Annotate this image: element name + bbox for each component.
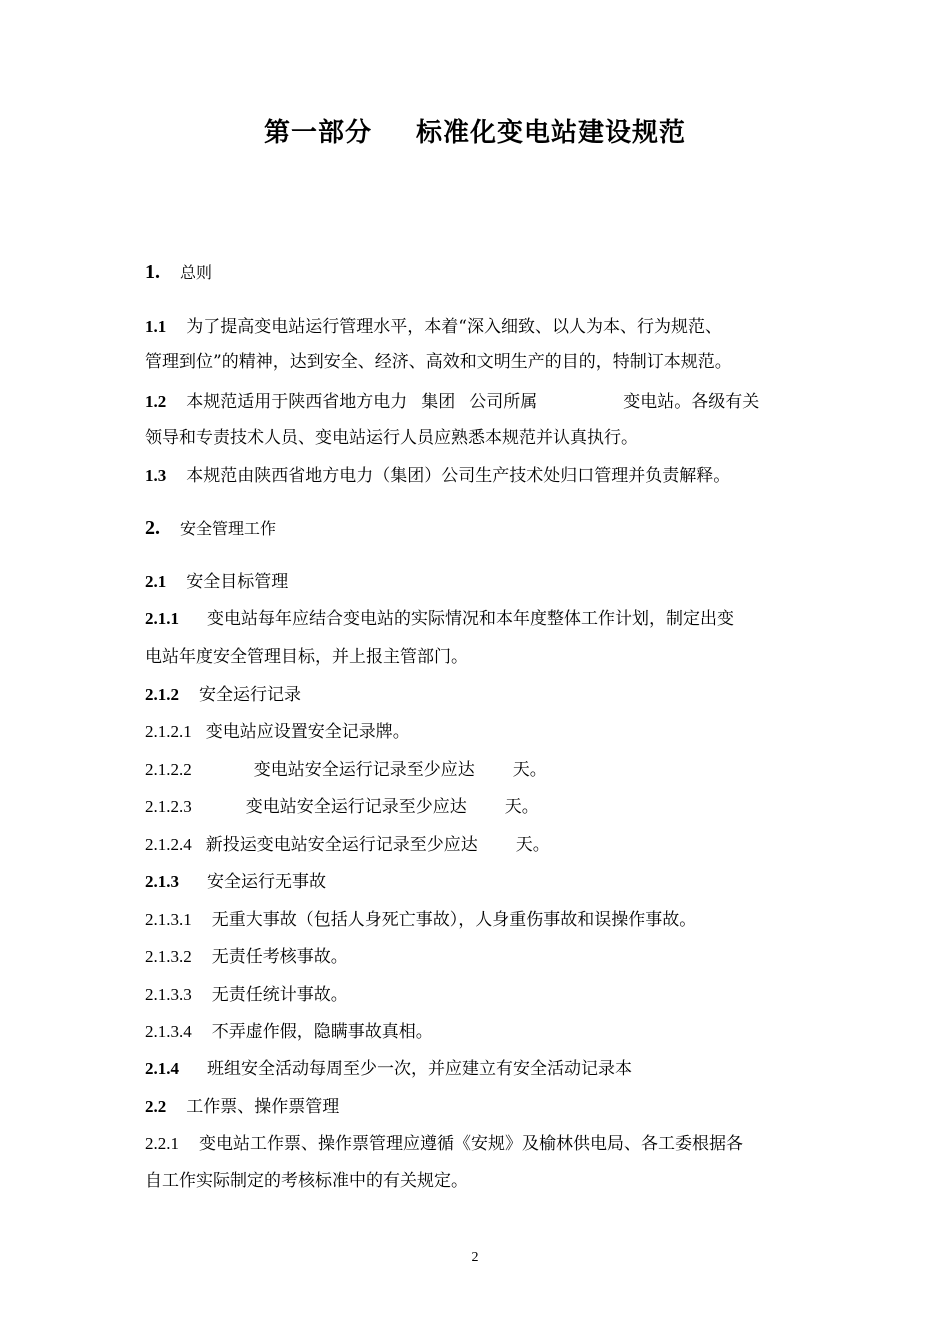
clause-1-1-line-1 [145, 315, 722, 339]
clause-2-1-2-2 [145, 758, 547, 782]
clause-2-1-1-line-1 [145, 607, 734, 631]
clause-number: 1.1 [145, 317, 167, 336]
clause-2-2 [145, 1095, 339, 1119]
clause-2-1-2-4 [145, 833, 550, 857]
clause-number: 2.1.4 [145, 1059, 179, 1078]
page-number: 2 [471, 1250, 479, 1265]
heading-text: 总则 [180, 263, 213, 282]
clause-2-1-3-2 [145, 945, 348, 969]
heading-2 [145, 516, 276, 541]
title-name: 标准化变电站建设规范 [416, 118, 687, 148]
clause-number: 2.2 [145, 1097, 167, 1116]
clause-unit: 天。 [512, 760, 547, 780]
clause-text: 公司所属 [469, 392, 538, 412]
clause-text: 电站年度安全管理目标，并上报主管部门。 [145, 647, 468, 667]
clause-text: 无重大事故（包括人身死亡事故），人身重伤事故和误操作事故。 [211, 910, 697, 930]
clause-number: 2.1.3.3 [145, 985, 192, 1004]
clause-unit: 天。 [504, 797, 539, 817]
clause-number: 2.1.2.1 [145, 722, 192, 741]
clause-text: 不弄虚作假，隐瞒事故真相。 [211, 1022, 433, 1042]
clause-number: 2.1.1 [145, 609, 179, 628]
clause-text: 领导和专责技术人员、变电站运行人员应熟悉本规范并认真执行。 [145, 428, 638, 448]
clause-text: 工作票、操作票管理 [186, 1097, 340, 1117]
clause-1-1-line-2 [145, 350, 732, 374]
clause-number: 2.1.3.4 [145, 1022, 192, 1041]
clause-1-3 [145, 464, 730, 488]
clause-text: 变电站安全运行记录至少应达 [253, 760, 475, 780]
clause-2-1-1-line-2 [145, 645, 468, 669]
clause-text: 为了提高变电站运行管理水平，本着“深入细致、以人为本、行为规范、 [186, 317, 722, 337]
clause-number: 2.1.2.3 [145, 797, 192, 816]
clause-text: 安全运行无事故 [207, 872, 326, 892]
page-title [0, 112, 950, 149]
heading-number: 1. [145, 261, 160, 283]
clause-2-1-3-1 [145, 908, 696, 932]
clause-2-2-1-line-1 [145, 1132, 743, 1156]
clause-1-2-line-2 [145, 426, 638, 450]
clause-2-1-2-1 [145, 720, 410, 744]
clause-1-2-line-1 [145, 390, 759, 414]
heading-1 [145, 260, 212, 285]
clause-text: 管理到位”的精神，达到安全、经济、高效和文明生产的目的，特制订本规范。 [145, 352, 732, 372]
clause-text: 变电站工作票、操作票管理应遵循《安规》及榆林供电局、各工委根据各 [199, 1134, 743, 1154]
heading-text: 安全管理工作 [180, 519, 277, 538]
clause-unit: 天。 [515, 835, 550, 855]
clause-number: 2.1.3.2 [145, 947, 192, 966]
clause-text: 集团 [421, 392, 456, 412]
clause-2-2-1-line-2 [145, 1169, 468, 1193]
clause-number: 2.1.2.2 [145, 760, 192, 779]
clause-number: 2.1.2.4 [145, 835, 192, 854]
clause-number: 2.2.1 [145, 1134, 179, 1153]
clause-number: 1.3 [145, 466, 167, 485]
clause-number: 2.1.2 [145, 685, 179, 704]
clause-text: 变电站。各级有关 [623, 392, 760, 412]
clause-text: 变电站安全运行记录至少应达 [245, 797, 467, 817]
clause-text: 无责任统计事故。 [211, 985, 348, 1005]
clause-2-1-3-3 [145, 983, 348, 1007]
clause-number: 2.1.3.1 [145, 910, 192, 929]
clause-2-1-2-3 [145, 795, 539, 819]
clause-text: 安全目标管理 [186, 572, 289, 592]
clause-text: 新投运变电站安全运行记录至少应达 [205, 835, 478, 855]
clause-text: 本规范由陕西省地方电力（集团）公司生产技术处归口管理并负责解释。 [186, 466, 731, 486]
clause-number: 2.1.3 [145, 872, 179, 891]
clause-2-1-4 [145, 1057, 632, 1081]
clause-text: 变电站应设置安全记录牌。 [205, 722, 410, 742]
clause-text: 变电站每年应结合变电站的实际情况和本年度整体工作计划，制定出变 [207, 609, 734, 629]
title-part: 第一部分 [263, 118, 372, 148]
clause-2-1-3-4 [145, 1020, 433, 1044]
clause-text: 自工作实际制定的考核标准中的有关规定。 [145, 1171, 468, 1191]
clause-2-1-3 [145, 870, 326, 894]
clause-text: 无责任考核事故。 [211, 947, 348, 967]
clause-text: 安全运行记录 [199, 685, 301, 705]
clause-number: 2.1 [145, 572, 167, 591]
heading-number: 2. [145, 517, 160, 539]
clause-text: 本规范适用于陕西省地方电力 [186, 392, 408, 412]
clause-2-1-2 [145, 683, 301, 707]
clause-text: 班组安全活动每周至少一次，并应建立有安全活动记录本 [207, 1059, 632, 1079]
clause-2-1 [145, 570, 288, 594]
clause-number: 1.2 [145, 392, 167, 411]
